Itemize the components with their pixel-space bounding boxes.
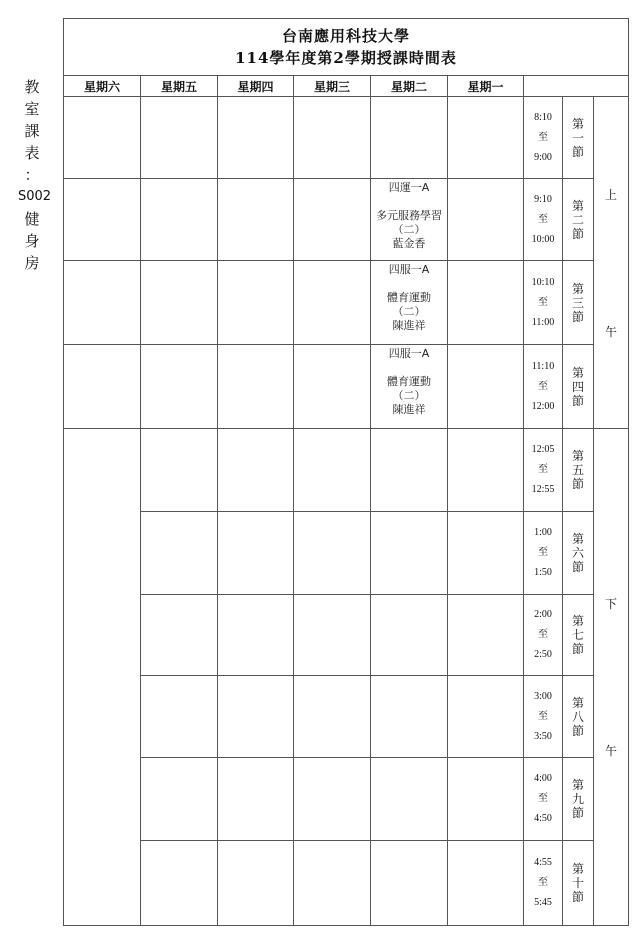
day-header: 星期二 xyxy=(371,76,448,97)
period-row xyxy=(64,345,629,429)
afternoon-label xyxy=(594,429,629,926)
period-name xyxy=(563,595,594,676)
schedule-cell-wed[interactable] xyxy=(294,841,371,926)
side-char: S002 xyxy=(18,189,52,204)
period-label: 第十節 xyxy=(571,862,584,904)
period-label: 第六節 xyxy=(571,532,584,574)
period-time xyxy=(524,758,563,841)
day-header: 星期五 xyxy=(141,76,218,97)
schedule-cell-mon[interactable] xyxy=(448,179,524,261)
schedule-cell-mon[interactable] xyxy=(448,841,524,926)
period-label: 第三節 xyxy=(571,281,584,324)
schedule-cell-tue[interactable] xyxy=(371,595,448,676)
schedule-cell-tue[interactable] xyxy=(371,758,448,841)
time-to: 至 xyxy=(538,547,548,558)
schedule-cell-thu[interactable] xyxy=(218,261,294,345)
period-name xyxy=(563,676,594,758)
schedule-cell-sat[interactable] xyxy=(64,261,141,345)
schedule-cell-wed[interactable] xyxy=(294,595,371,676)
schedule-cell-tue[interactable] xyxy=(371,261,448,345)
course-name: 多元服務學習 xyxy=(376,209,442,222)
ampm-char: 午 xyxy=(604,324,617,339)
period-name xyxy=(563,841,594,926)
schedule-cell-tue[interactable] xyxy=(371,345,448,429)
period-row xyxy=(64,595,629,676)
course-name: 體育運動 xyxy=(387,375,431,388)
day-header: 星期四 xyxy=(218,76,294,97)
schedule-cell-mon[interactable] xyxy=(448,429,524,512)
schedule-cell-fri[interactable] xyxy=(141,179,218,261)
schedule-cell-thu[interactable] xyxy=(218,841,294,926)
schedule-cell-thu[interactable] xyxy=(218,758,294,841)
period-label: 第七節 xyxy=(571,614,584,656)
course-class: 四服一A xyxy=(388,263,430,276)
schedule-cell-fri[interactable] xyxy=(141,429,218,512)
period-time xyxy=(524,261,563,345)
time-start: 3:00 xyxy=(534,690,552,702)
schedule-cell-fri[interactable] xyxy=(141,97,218,179)
period-row xyxy=(64,512,629,595)
time-start: 4:55 xyxy=(534,857,552,868)
course-class: 四服一A xyxy=(388,347,430,360)
schedule-cell-thu[interactable] xyxy=(218,429,294,512)
time-to: 至 xyxy=(538,710,548,722)
side-char: ： xyxy=(24,166,40,184)
ampm-char: 上 xyxy=(604,187,617,202)
time-start: 1:00 xyxy=(534,527,552,538)
schedule-cell-thu[interactable] xyxy=(218,512,294,595)
period-name xyxy=(563,758,594,841)
schedule-cell-wed[interactable] xyxy=(294,179,371,261)
period-time xyxy=(524,179,563,261)
period-time xyxy=(524,345,563,429)
period-row xyxy=(64,676,629,758)
time-start: 4:00 xyxy=(534,773,552,784)
period-name xyxy=(563,429,594,512)
schedule-cell-mon[interactable] xyxy=(448,261,524,345)
period-time xyxy=(524,429,563,512)
time-start: 2:00 xyxy=(534,609,552,620)
morning-label xyxy=(594,97,629,429)
schedule-cell-wed[interactable] xyxy=(294,676,371,758)
schedule-cell-mon[interactable] xyxy=(448,345,524,429)
time-start: 9:10 xyxy=(534,193,552,205)
day-header: 星期三 xyxy=(294,76,371,97)
day-header: 星期一 xyxy=(448,76,524,97)
classroom-side-label xyxy=(18,76,52,274)
period-label: 第四節 xyxy=(571,365,584,408)
schedule-cell-thu[interactable] xyxy=(218,595,294,676)
period-name xyxy=(563,97,594,179)
time-start: 10:10 xyxy=(531,276,555,288)
period-row xyxy=(64,841,629,926)
time-start: 11:10 xyxy=(531,360,555,372)
schedule-cell-fri[interactable] xyxy=(141,595,218,676)
period-row xyxy=(64,261,629,345)
side-char: 房 xyxy=(24,254,40,272)
time-end: 9:00 xyxy=(534,151,552,163)
time-end: 5:45 xyxy=(534,897,552,908)
period-time xyxy=(524,595,563,676)
time-to: 至 xyxy=(538,380,548,392)
period-name xyxy=(563,345,594,429)
schedule-cell-sat[interactable] xyxy=(64,179,141,261)
side-char: 身 xyxy=(24,232,40,250)
course-part: （二） xyxy=(392,389,426,402)
schedule-cell-thu[interactable] xyxy=(218,345,294,429)
period-time xyxy=(524,676,563,758)
schedule-cell-tue[interactable] xyxy=(371,676,448,758)
period-label: 第二節 xyxy=(571,198,584,241)
period-time xyxy=(524,97,563,179)
schedule-cell-fri[interactable] xyxy=(141,345,218,429)
time-end: 10:00 xyxy=(531,233,555,245)
side-char: 表 xyxy=(24,144,40,162)
period-row xyxy=(64,429,629,512)
schedule-cell-tue[interactable] xyxy=(371,97,448,179)
schedule-cell-fri[interactable] xyxy=(141,841,218,926)
header-blank xyxy=(524,76,629,97)
day-header: 星期六 xyxy=(64,76,141,97)
time-end: 12:55 xyxy=(531,484,555,495)
schedule-cell-mon[interactable] xyxy=(448,676,524,758)
schedule-cell-wed[interactable] xyxy=(294,261,371,345)
period-row xyxy=(64,179,629,261)
schedule-cell-mon[interactable] xyxy=(448,512,524,595)
page-title xyxy=(64,19,629,76)
course-class: 四運一A xyxy=(388,181,430,194)
schedule-cell-thu[interactable] xyxy=(218,179,294,261)
course-part: （二） xyxy=(392,223,426,236)
time-end: 1:50 xyxy=(534,567,552,578)
period-label: 第五節 xyxy=(571,449,584,491)
time-to: 至 xyxy=(538,213,548,225)
time-end: 11:00 xyxy=(531,316,555,328)
schedule-cell-wed[interactable] xyxy=(294,758,371,841)
schedule-cell-tue[interactable] xyxy=(371,179,448,261)
period-row xyxy=(64,758,629,841)
schedule-cell-thu[interactable] xyxy=(218,676,294,758)
time-to: 至 xyxy=(538,793,548,804)
time-end: 12:00 xyxy=(531,400,555,412)
schedule-cell-wed[interactable] xyxy=(294,97,371,179)
period-time xyxy=(524,512,563,595)
term-title: 114學年度第2學期授課時間表 xyxy=(235,49,457,67)
time-end: 4:50 xyxy=(534,813,552,824)
schedule-cell-sat[interactable] xyxy=(64,345,141,429)
schedule-cell-mon[interactable] xyxy=(448,595,524,676)
course-teacher: 陳進祥 xyxy=(392,319,426,332)
schedule-cell-tue[interactable] xyxy=(371,841,448,926)
period-label: 第九節 xyxy=(571,778,584,820)
side-char: 健 xyxy=(24,210,40,228)
schedule-cell-thu[interactable] xyxy=(218,97,294,179)
course-teacher: 陳進祥 xyxy=(392,403,426,416)
ampm-char: 下 xyxy=(604,597,617,611)
ampm-char: 午 xyxy=(604,744,617,758)
time-start: 12:05 xyxy=(531,444,555,455)
schedule-cell-wed[interactable] xyxy=(294,345,371,429)
time-to: 至 xyxy=(538,877,548,888)
period-time xyxy=(524,841,563,926)
time-end: 3:50 xyxy=(534,730,552,742)
schedule-cell-tue[interactable] xyxy=(371,512,448,595)
period-name xyxy=(563,261,594,345)
period-label: 第八節 xyxy=(571,695,584,738)
side-char: 教 xyxy=(24,78,40,96)
timetable xyxy=(63,18,629,926)
period-name xyxy=(563,512,594,595)
schedule-cell-mon[interactable] xyxy=(448,97,524,179)
schedule-cell-fri[interactable] xyxy=(141,676,218,758)
schedule-cell-wed[interactable] xyxy=(294,429,371,512)
period-label: 第一節 xyxy=(571,116,584,159)
time-to: 至 xyxy=(538,629,548,640)
schedule-cell-fri[interactable] xyxy=(141,261,218,345)
side-char: 室 xyxy=(24,100,40,118)
time-start: 8:10 xyxy=(534,111,552,123)
course-teacher: 藍金香 xyxy=(392,237,426,250)
schedule-cell-mon[interactable] xyxy=(448,758,524,841)
time-to: 至 xyxy=(538,296,548,308)
side-char: 課 xyxy=(24,122,40,140)
course-name: 體育運動 xyxy=(387,291,431,304)
schedule-cell-fri[interactable] xyxy=(141,512,218,595)
schedule-cell-sat[interactable] xyxy=(64,429,141,926)
schedule-cell-wed[interactable] xyxy=(294,512,371,595)
time-to: 至 xyxy=(538,131,548,143)
time-end: 2:50 xyxy=(534,649,552,660)
period-name xyxy=(563,179,594,261)
time-to: 至 xyxy=(538,464,548,475)
school-name: 台南應用科技大學 xyxy=(281,27,410,45)
period-row xyxy=(64,97,629,179)
schedule-cell-sat[interactable] xyxy=(64,97,141,179)
schedule-cell-tue[interactable] xyxy=(371,429,448,512)
schedule-cell-fri[interactable] xyxy=(141,758,218,841)
course-part: （二） xyxy=(392,305,426,318)
